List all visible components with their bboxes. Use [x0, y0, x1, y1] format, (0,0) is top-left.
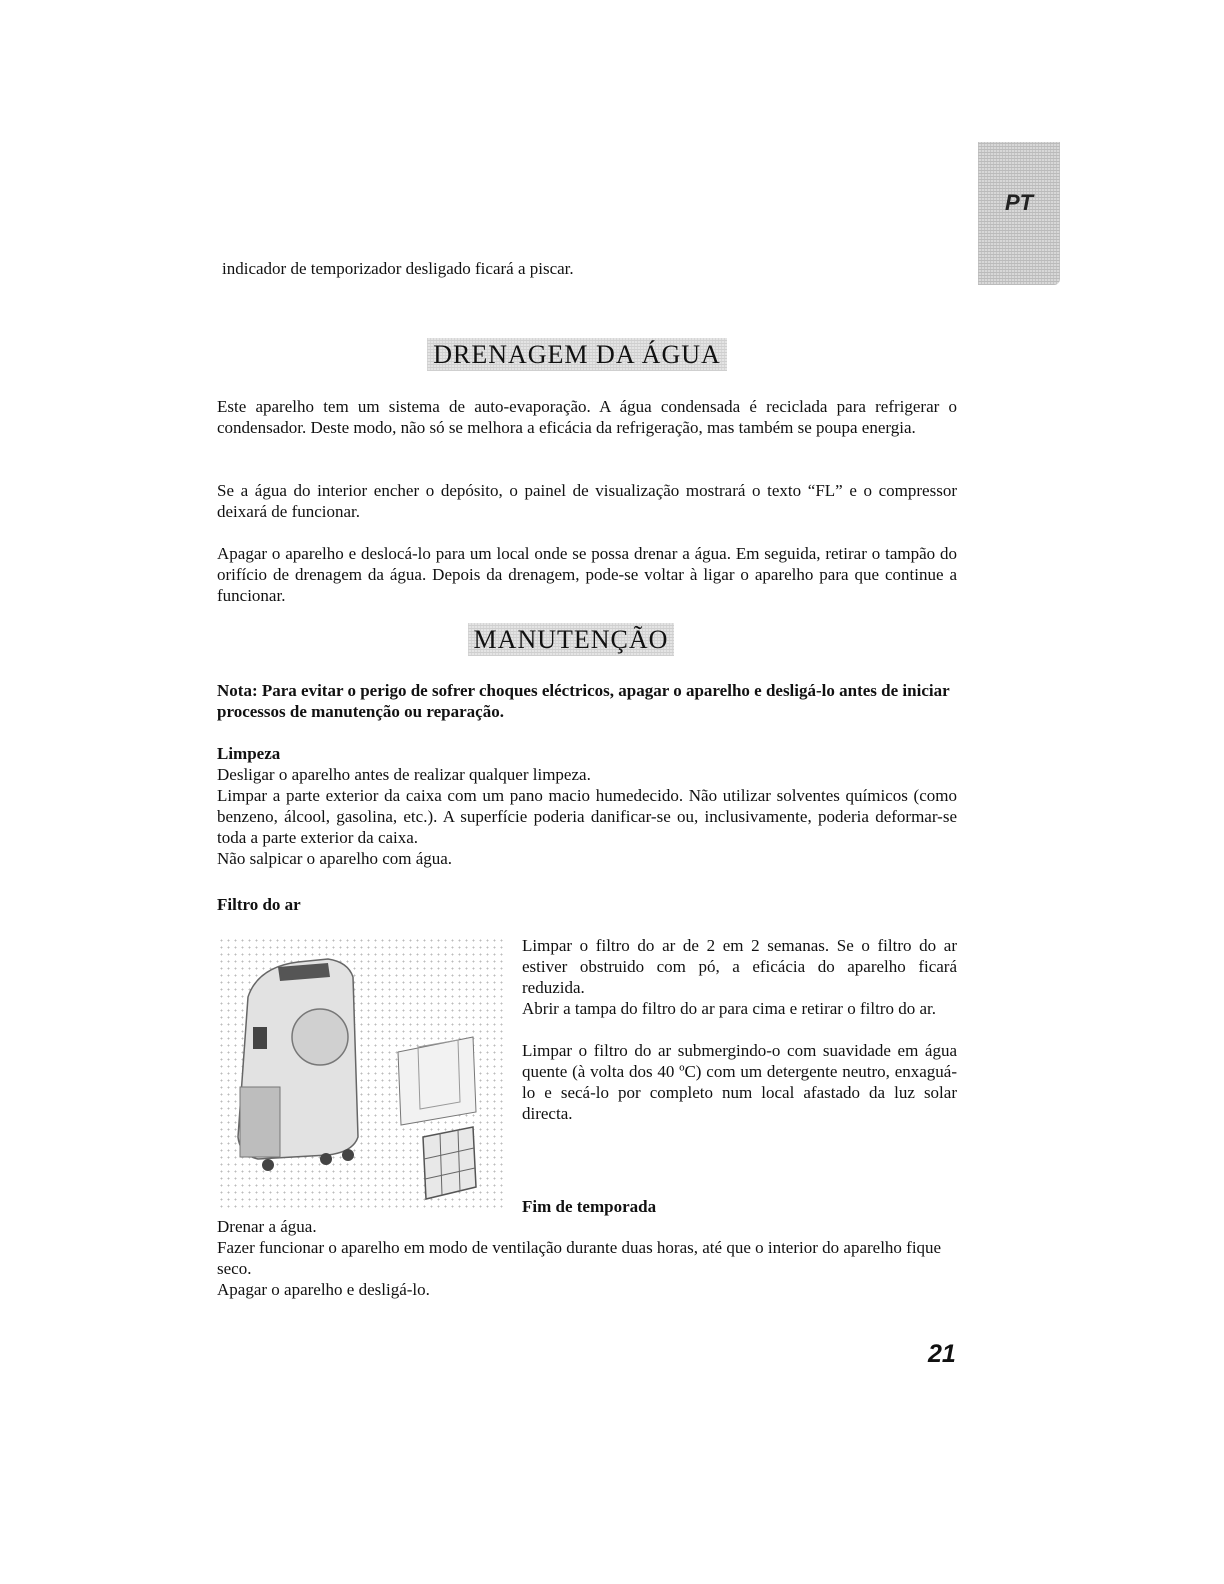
drenagem-paragraph-1: Este aparelho tem um sistema de auto-evaporação. A água condensada é reciclada para refrigerar o condensador. Deste modo, não só se melhora a eficácia da refrigeração, mas também se poupa energia.	[217, 397, 957, 437]
air-conditioner-drawing	[218, 937, 506, 1211]
filtro-line-2: Abrir a tampa do filtro do ar para cima e retirar o filtro do ar.	[522, 999, 936, 1018]
intro-line: indicador de temporizador desligado ficará a piscar.	[222, 259, 574, 278]
fim-line-2: Fazer funcionar o aparelho em modo de ventilação durante duas horas, até que o interior do aparelho fique seco.	[217, 1238, 942, 1278]
drenagem-heading-wrap	[0, 340, 1154, 370]
fim-heading: Fim de temporada	[522, 1197, 657, 1216]
air-conditioner-illustration	[218, 937, 506, 1211]
page-number: 21	[928, 1340, 956, 1368]
language-tab	[978, 142, 1060, 285]
limpeza-heading: Limpeza	[217, 744, 281, 763]
limpeza-line-2: Limpar a parte exterior da caixa com um pano macio humedecido. Não utilizar solventes químicos (como benzeno, álcool, gasolina, etc.). A superfície poderia danificar-se ou, inclusivamente, poderia deformar-se toda a parte exterior da caixa.	[217, 786, 957, 847]
fim-line-1: Drenar a água.	[217, 1217, 317, 1236]
manutencao-heading-wrap	[0, 625, 1142, 655]
language-tab-label: PT	[1004, 190, 1034, 215]
filtro-heading: Filtro do ar	[217, 895, 301, 914]
drenagem-paragraph-2: Se a água do interior encher o depósito, o painel de visualização mostrará o texto “FL” e o compressor deixará de funcionar.	[217, 481, 957, 521]
manutencao-heading: MANUTENÇÃO	[468, 623, 675, 656]
limpeza-line-1: Desligar o aparelho antes de realizar qualquer limpeza.	[217, 765, 591, 784]
drenagem-paragraph-3: Apagar o aparelho e deslocá-lo para um local onde se possa drenar a água. Em seguida, retirar o tampão do orifício de drenagem da água. Depois da drenagem, pode-se voltar à ligar o aparelho para que continue a funcionar.	[217, 544, 957, 605]
limpeza-line-3: Não salpicar o aparelho com água.	[217, 849, 453, 868]
filtro-line-1: Limpar o filtro do ar de 2 em 2 semanas. Se o filtro do ar estiver obstruido com pó, a eficácia do aparelho ficará reduzida.	[522, 936, 957, 997]
fim-line-3: Apagar o aparelho e desligá-lo.	[217, 1280, 430, 1299]
drenagem-heading: DRENAGEM DA ÁGUA	[427, 338, 727, 371]
safety-note: Nota: Para evitar o perigo de sofrer choques eléctricos, apagar o aparelho e desligá-lo antes de iniciar processos de manutenção ou reparação.	[217, 681, 950, 721]
filtro-line-3: Limpar o filtro do ar submergindo-o com suavidade em água quente (à volta dos 40 ºC) com um detergente neutro, enxaguá-lo e secá-lo por completo num local afastado da luz solar directa.	[522, 1041, 957, 1123]
